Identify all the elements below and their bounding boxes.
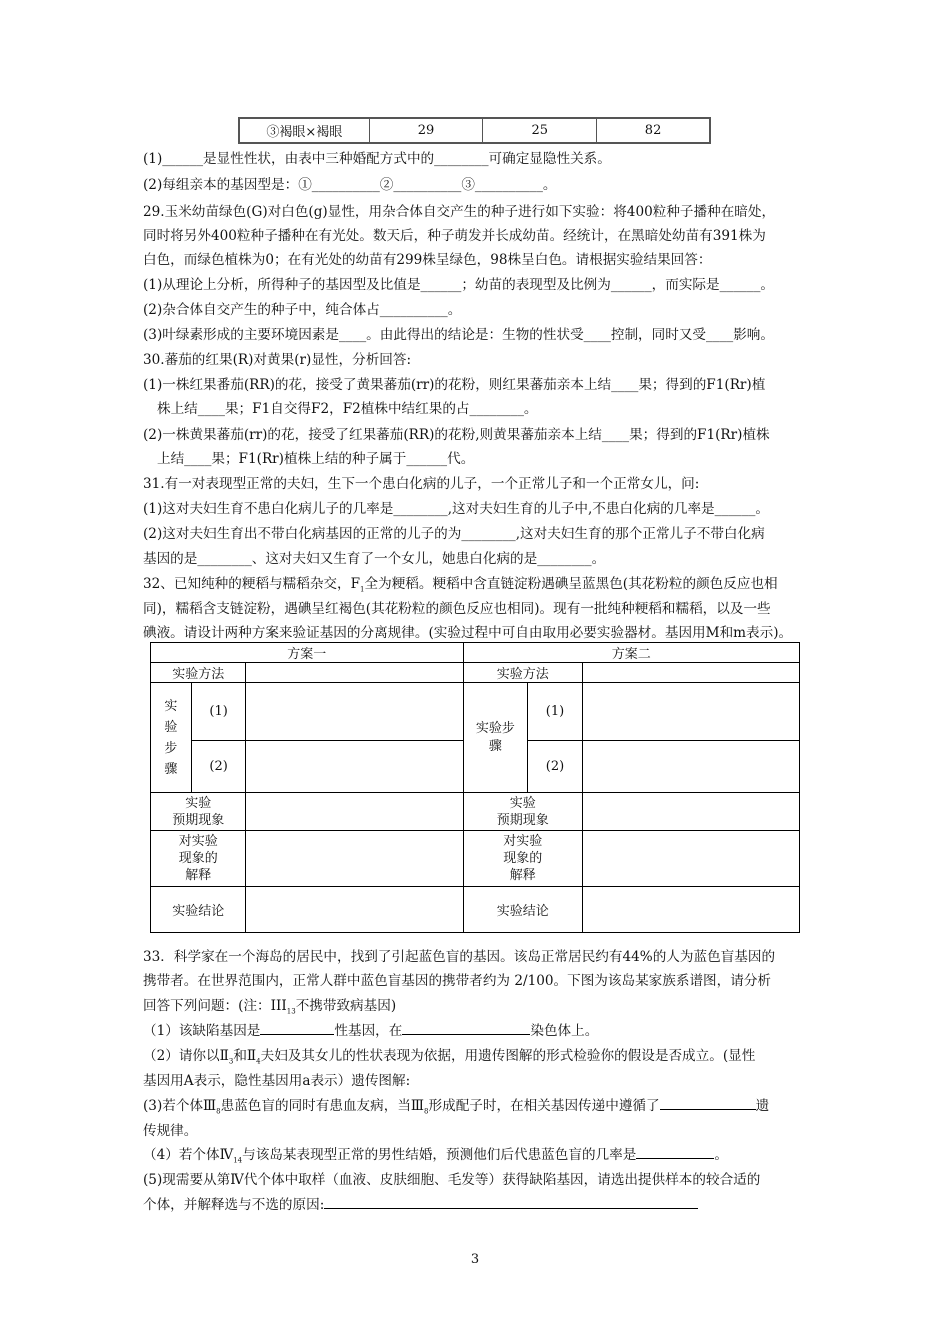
q32-text-b: 全为粳稻。粳稻中含直链淀粉遇碘呈蓝黑色(其花粉粒的颜色反应也相 <box>364 576 778 592</box>
steps-label: 实验步 骤 <box>463 683 528 793</box>
text-line <box>143 1146 823 1170</box>
text-line: (2)每组亲本的基因型是：①__________②__________③__________。 <box>143 177 557 193</box>
text-line: (1)这对夫妇生育不患白化病儿子的几率是________,这对夫妇生育的儿子中,不患白化病的几率是______。 <box>143 501 770 517</box>
text-line: (2)一株黄果蕃茄(rr)的花，接受了红果蕃茄(RR)的花粉,则黄果蕃茄亲本上结____果；得到的F1(Rr)植株 <box>143 427 770 443</box>
page-number: 3 <box>470 1252 480 1267</box>
answer-cell <box>582 793 799 831</box>
q33-4-c: 。 <box>714 1147 728 1163</box>
answer-cell <box>246 831 463 887</box>
subscript: 8 <box>424 1107 429 1116</box>
experiment-plan-table <box>150 642 800 933</box>
q33-2-a: （2）请你以Ⅱ <box>143 1048 229 1064</box>
question-30: 30.蕃茄的红果(R)对黄果(r)显性，分析回答: <box>143 352 412 368</box>
q33-3-d: 遗 <box>755 1098 770 1114</box>
subscript: 8 <box>216 1107 221 1116</box>
text-line: (3)叶绿素形成的主要环境因素是____。由此得出的结论是：生物的性状受____控制，同时又受____影响。 <box>143 327 774 343</box>
text-line: 基因用A表示，隐性基因用a表示）遗传图解: <box>143 1073 411 1089</box>
q33-4-b: 与该岛某表现型正常的男性结婚，预测他们后代患蓝色盲的几率是 <box>242 1147 637 1163</box>
text-line: 碘液。请设计两种方案来验证基因的分离规律。(实验过程中可自由取用必要实验器材。基因用M和m表示)。 <box>143 625 793 641</box>
text-line: 传规律。 <box>143 1123 198 1139</box>
answer-blank <box>636 1146 714 1159</box>
q33-2-c: 夫妇及其女儿的性状表现为依据，用遗传图解的形式检验你的假设是否成立。(显性 <box>260 1048 756 1064</box>
text-line: (2)杂合体自交产生的种子中，纯合体占__________。 <box>143 302 462 318</box>
question-29: 29.玉米幼苗绿色(G)对白色(g)显性，用杂合体自交产生的种子进行如下实验：将400粒种子播种在暗处， <box>143 204 776 220</box>
text-line: (1)从理论上分析，所得种子的基因型及比值是______；幼苗的表现型及比例为______，而实际是______。 <box>143 277 774 293</box>
text-line: 上结____果；F1(Rr)植株上结的种子属于______代。 <box>157 451 475 467</box>
q33-1-b: 性基因，在 <box>334 1023 403 1039</box>
subscript: 4 <box>256 1057 261 1066</box>
subscript: 14 <box>233 1156 243 1165</box>
plan2-header: 方案二 <box>463 643 799 663</box>
method-label: 实验方法 <box>463 663 582 683</box>
step-number: (1) <box>528 683 583 741</box>
q33-3-b: 患蓝色盲的同时有患血友病，当Ⅲ <box>220 1098 425 1114</box>
question-31: 31.有一对表现型正常的夫妇，生下一个患白化病的儿子，一个正常儿子和一个正常女儿，问: <box>143 476 700 492</box>
q32-text-a: 32、已知纯种的粳稻与糯稻杂交，F <box>143 576 361 592</box>
method-label: 实验方法 <box>151 663 246 683</box>
q33-note-a: 回答下列问题：(注：III <box>143 998 287 1014</box>
q33-3-a: (3)若个体Ⅲ <box>143 1098 217 1114</box>
text-line: (2)这对夫妇生育出不带白化病基因的正常的儿子的为________,这对夫妇生育的那个正常儿子不带白化病 <box>143 526 765 542</box>
answer-cell <box>246 887 463 933</box>
table-cell: 25 <box>483 118 597 143</box>
genotype-table <box>238 117 711 144</box>
answer-blank <box>660 1097 756 1110</box>
text-line: (5)现需要从第Ⅳ代个体中取样（血液、皮肤细胞、毛发等）获得缺陷基因，请选出提供样本的较合适的 <box>143 1172 761 1188</box>
text-line: 携带者。在世界范围内，正常人群中蓝色盲基因的携带者约为 2/100。下图为该岛某家族系谱图，请分析 <box>143 973 772 989</box>
answer-blank <box>260 1022 334 1035</box>
q33-2-b: 和Ⅱ <box>233 1048 257 1064</box>
question-33: 33．科学家在一个海岛的居民中，找到了引起蓝色盲的基因。该岛正常居民约有44%的人为蓝色盲基因的 <box>143 949 776 965</box>
q33-4-a: （4）若个体Ⅳ <box>143 1147 234 1163</box>
step-number: (1) <box>191 683 246 741</box>
answer-cell <box>582 831 799 887</box>
text-line: 同)，糯稻含支链淀粉，遇碘呈红褐色(其花粉粒的颜色反应也相同)。现有一批纯种粳稻和糯稻，以及一些 <box>143 601 771 617</box>
conclusion-label: 实验结论 <box>151 887 246 933</box>
table-cell: ③褐眼×褐眼 <box>239 118 369 143</box>
expected-label: 实验 预期现象 <box>151 793 246 831</box>
table-cell: 29 <box>369 118 483 143</box>
expected-label: 实验 预期现象 <box>463 793 582 831</box>
answer-cell <box>246 741 463 793</box>
step-number: (2) <box>191 741 246 793</box>
answer-cell <box>246 683 463 741</box>
answer-cell <box>246 793 463 831</box>
explain-label: 对实验 现象的 解释 <box>151 831 246 887</box>
text-line: 白色，而绿色植株为0；在有光处的幼苗有299株呈绿色，98株呈白色。请根据实验结果回答： <box>143 252 712 268</box>
text-line <box>143 997 823 1021</box>
text-line: 同时将另外400粒种子播种在有光处。数天后，种子萌发并长成幼苗。经统计，在黑暗处幼苗有391株为 <box>143 228 766 244</box>
answer-blank <box>324 1196 698 1209</box>
subscript: 13 <box>286 1007 296 1016</box>
answer-cell <box>582 663 799 683</box>
answer-cell <box>582 887 799 933</box>
q33-1-a: （1）该缺陷基因是 <box>143 1023 261 1039</box>
answer-cell <box>246 663 463 683</box>
subscript: 1 <box>360 585 365 594</box>
answer-cell <box>582 741 799 793</box>
text-line: (1)一株红果番茄(RR)的花，接受了黄果蕃茄(rr)的花粉，则红果蕃茄亲本上结____果；得到的F1(Rr)植 <box>143 377 766 393</box>
text-line <box>143 1022 823 1040</box>
answer-cell <box>582 683 799 741</box>
q33-note-b: 不携带致病基因) <box>295 998 397 1014</box>
q33-1-c: 染色体上。 <box>530 1023 599 1039</box>
subscript: 3 <box>228 1057 234 1066</box>
step-number: (2) <box>528 741 583 793</box>
question-32 <box>143 575 823 599</box>
table-cell: 82 <box>597 118 710 143</box>
text-line <box>143 1196 823 1214</box>
text-line <box>143 1097 823 1121</box>
answer-blank <box>402 1022 530 1035</box>
text-line: 基因的是________、这对夫妇又生育了一个女儿，她患白化病的是________。 <box>143 551 606 567</box>
q33-3-c: 形成配子时，在相关基因传递中遵循了 <box>428 1098 660 1114</box>
text-line: (1)______是显性性状，由表中三种婚配方式中的________可确定显隐性关系。 <box>143 151 611 167</box>
text-line <box>143 1047 823 1071</box>
conclusion-label: 实验结论 <box>463 887 582 933</box>
explain-label: 对实验 现象的 解释 <box>463 831 582 887</box>
steps-label: 实 验 步 骤 <box>151 683 192 793</box>
plan1-header: 方案一 <box>151 643 464 663</box>
q33-5-a: 个体，并解释选与不选的原因: <box>143 1197 325 1213</box>
text-line: 株上结____果；F1自交得F2，F2植株中结红果的占________。 <box>157 401 538 417</box>
